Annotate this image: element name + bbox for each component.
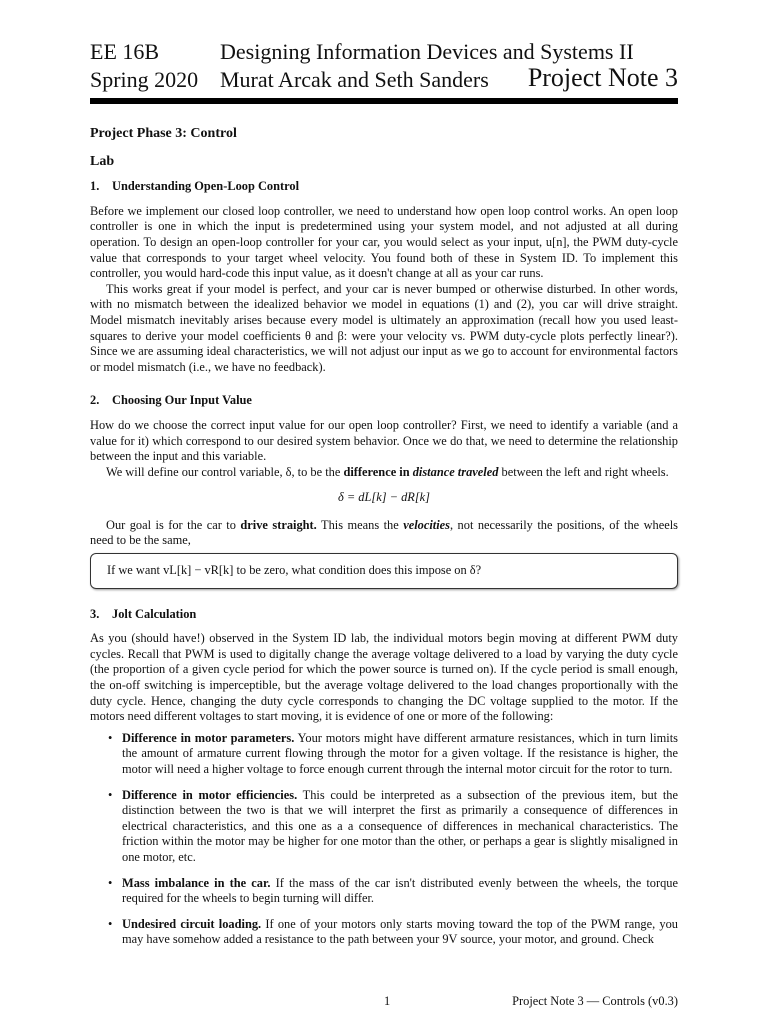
text-run: , not necessarily the positions, of the wheels need to be the same,: [90, 517, 678, 548]
list-item: [108, 876, 678, 907]
footer-label: Project Note 3 — Controls (v0.3): [512, 994, 678, 1008]
list-item: [108, 788, 678, 866]
section-title: Jolt Calculation: [112, 606, 197, 621]
section-title: Choosing Our Input Value: [112, 393, 252, 408]
section-number: 1.: [90, 179, 100, 194]
bullet-icon: •: [108, 787, 113, 802]
section-3-heading: [90, 607, 678, 623]
bullet-lead: Undesired circuit loading.: [122, 916, 262, 931]
bullet-text: If one of your motors only starts moving toward the top of the PWM range, you may have somehow added a resistance to the path between your 9V source, your motor, and ground. Check: [122, 916, 678, 947]
paragraph: [90, 518, 678, 549]
bullet-lead: Mass imbalance in the car.: [122, 875, 271, 890]
section-title: Understanding Open-Loop Control: [112, 179, 300, 194]
header-rule: [90, 98, 678, 104]
bold-italic-run: distance traveled: [412, 464, 499, 479]
lab-heading: Lab: [90, 153, 115, 169]
bullet-icon: •: [108, 875, 113, 890]
main-content: [90, 126, 678, 958]
paragraph: How do we choose the correct input value for our open loop controller? First, we need to identify a variable (and a value for it) which correspond to our desired system behavior. Once we do that, we need to determine the relationship between the input and this variable.: [90, 417, 678, 464]
paragraph: This works great if your model is perfect, and your car is never bumped or otherwise disturbed. In other words, with no mismatch between the idealized behavior we model in equations (1) and (2), you car will drive straight. Model mismatch inevitably arises because every model is ultimately an approximation (recall how you used least-squares to derive your model coefficients θ and β: were your velocity vs. PWM duty-cycle plots perfectly linear?). Since we are assuming ideal characteristics, we will not adjust our input as we go to account for environmental factors or model mismatch (i.e., we have no feedback).: [90, 281, 678, 374]
paragraph: Before we implement our closed loop controller, we need to understand how open loop control works. An open loop controller is one in which the input is predetermined using your system model, and not adjusted at all during operation. To design an open-loop controller for your car, you would select as your input, u[n], the PWM duty-cycle value that corresponds to your target wheel velocity. You found both of these in System ID. To implement this controller, you would hard-code this input value, as it doesn't change at all as your car runs.: [90, 203, 678, 281]
bullet-icon: •: [108, 916, 113, 931]
text-run: between the left and right wheels.: [498, 464, 669, 479]
text-run: This means the: [316, 517, 404, 532]
bullet-icon: •: [108, 730, 113, 745]
bullet-text: This could be interpreted as a subsection of the previous item, but the distinction between the two is that we will interpret the first as primarily a consequence of differences in electrical characteristics, and this one as a a consequence of differences in mechanical characteristics. The friction within the motor may be higher for one motor than the other, or perhaps a gear is slightly misaligned in one motor, etc.: [122, 787, 678, 864]
page-number: 1: [384, 994, 391, 1008]
bullet-text: Your motors might have different armature resistances, which in turn limits the amount of armature current flowing through the motor for a given voltage. If the resistance is higher, the motor will need a higher voltage to force enough current through the internal motor circuit for the rotor to turn.: [122, 730, 678, 776]
bold-run: difference in: [343, 464, 413, 479]
instructors: Murat Arcak and Seth Sanders: [220, 67, 489, 92]
doc-label: Project Note 3: [527, 63, 678, 92]
term: Spring 2020: [90, 67, 199, 92]
section-number: 2.: [90, 393, 100, 408]
question-text: If we want vL[k] − vR[k] to be zero, what condition does this impose on δ?: [107, 563, 482, 578]
text-run: We will define our control variable, δ, to be the: [106, 464, 344, 479]
section-number: 3.: [90, 606, 100, 621]
page-header: [90, 38, 678, 94]
paragraph: [90, 465, 678, 481]
phase-title: Project Phase 3: Control: [90, 126, 237, 141]
bold-italic-run: velocities: [403, 517, 450, 532]
bullet-lead: Difference in motor parameters.: [122, 730, 295, 745]
bold-run: drive straight.: [240, 517, 317, 532]
section-1-heading: [90, 179, 678, 195]
paragraph: As you (should have!) observed in the System ID lab, the individual motors begin moving at different PWM duty cycles. Recall that PWM is used to digitally change the average voltage delivered to a load by varying the duty cycle (the proportion of a given cycle period for which the power source is turned on). If the cycle period is small enough, the on-off switching is imperceptible, but the average voltage delivered to the load changes proportionally with the duty cycle. Hence, changing the duty cycle corresponds to changing the DC voltage supplied to the motor. If the motors need different voltages to start moving, it is evidence of one or more of the following:: [90, 631, 678, 724]
equation: δ = dL[k] − dR[k]: [337, 490, 430, 505]
list-item: [108, 731, 678, 778]
bullet-lead: Difference in motor efficiencies.: [122, 787, 298, 802]
text-run: Our goal is for the car to: [106, 517, 241, 532]
section-2-heading: [90, 393, 678, 409]
question-box: [90, 553, 678, 589]
bullet-list: [90, 731, 678, 948]
course-title: Designing Information Devices and Systems II: [220, 39, 634, 64]
list-item: [108, 917, 678, 948]
course-code: EE 16B: [90, 39, 160, 64]
bullet-text: If the mass of the car isn't distributed evenly between the wheels, the torque required for the wheels to begin turning will differ.: [122, 875, 679, 906]
